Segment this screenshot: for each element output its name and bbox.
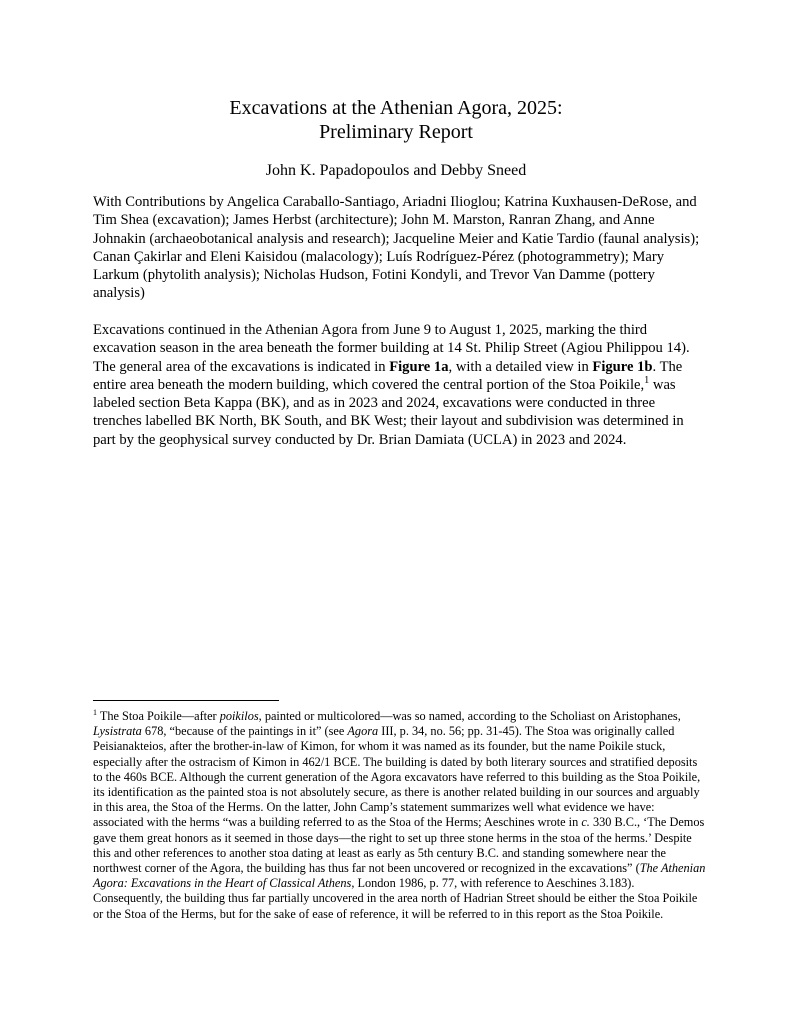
footnote-number: 1	[93, 707, 97, 717]
footnote-reference: 1	[644, 375, 650, 387]
footnote-text-2: , painted or multicolored—was so named, according to the Scholiast on Aristophanes,	[258, 709, 681, 723]
footnote-1	[93, 709, 706, 922]
body-text-1: Excavations continued in the Athenian Agora from June 9 to August 1, 2025, marking the third excavation season in the area beneath the former building at 14 St. Philip Street (Agiou Philippou 14). The general area of the excavations is indicated in	[93, 322, 690, 375]
footnote-text-5: 330 B.C., ‘The Demos gave them great honors as it seemed in those days—the right to set up three stone herms in the stoa of the herms.’ Despite this and other references to another stoa dating at least as early as 5th century B.C. and standing somewhere near the northwest corner of the Agora, the building has thus far not been uncovered or recognized in the excavations” (	[93, 815, 705, 876]
body-text-3: . The entire area beneath the modern building, which covered the central portion of the Stoa Poikile,	[93, 358, 683, 393]
footnote-text-6: , London 1986, p. 77, with reference to Aeschines 3.183). Consequently, the building thus far partially uncovered in the area north of Hadrian Street should be either the Stoa Poikile or the Stoa of the Herms, but for the sake of ease of reference, it will be referred to in this report as the Stoa Poikile.	[93, 876, 698, 921]
footnote-text-3: 678, “because of the paintings in it” (see	[141, 724, 348, 739]
report-title	[0, 96, 792, 144]
footnote-italic-1: poikilos	[219, 709, 259, 723]
report-title-line-1: Excavations at the Athenian Agora, 2025:	[229, 97, 563, 119]
footnote-separator	[93, 700, 279, 701]
footnote-text-1: The Stoa Poikile—after	[97, 709, 220, 723]
body-text-4: was labeled section Beta Kappa (BK), and as in 2023 and 2024, excavations were conducted in three trenches labelled BK North, BK South, and BK West; their layout and subdivision was determined in part by the geophysical survey conducted by Dr. Brian Damiata (UCLA) in 2023 and 2024.	[93, 376, 684, 448]
report-title-line-2: Preliminary Report	[319, 121, 473, 143]
contributors-paragraph: With Contributions by Angelica Caraballo-Santiago, Ariadni Ilioglou; Katrina Kuxhausen-DeRose, and Tim Shea (excavation); James Herbst (architecture); John M. Marston, Ranran Zhang, and Anne Johnakin (archaeobotanical analysis and research); Jacqueline Meier and Katie Tardio (faunal analysis); Canan Çakirlar and Eleni Kaisidou (malacology); Luís Rodríguez-Pérez (photogrammetry); Mary Larkum (phytolith analysis); Nicholas Hudson, Fotini Kondyli, and Trevor Van Damme (pottery analysis)	[93, 194, 700, 302]
figure-1b-reference: Figure 1b	[592, 358, 653, 375]
authors: John K. Papadopoulos and Debby Sneed	[265, 162, 527, 179]
footnote-italic-2: Lysistrata	[93, 724, 142, 739]
footnote-italic-3: Agora	[347, 724, 379, 739]
body-text-2: , with a detailed view in	[448, 358, 593, 375]
footnote-text-4: III, p. 34, no. 56; pp. 31-45). The Stoa was originally called Peisianakteios, after the brother-in-law of Kimon, for whom it was named as its founder, but the name Poikile stuck, especially after the ostracism of Kimon in 462/1 BCE. The building is dated by both literary sources and stratified deposits to the 460s BCE. Although the current generation of the Agora excavators have referred to this building as the Stoa Poikile, its identification as the painted stoa is not absolutely secure, as there is another related building in our sources and arguably in this area, the Stoa of the Herms. On the latter, John Camp’s statement summarizes well what evidence we have: associated with the herms “was a building referred to as the Stoa of the Herms; Aeschines wrote in	[93, 724, 701, 830]
figure-1a-reference: Figure 1a	[389, 358, 449, 375]
footnote-italic-5: The Athenian Agora: Excavations in the Heart of Classical Athens	[93, 861, 706, 891]
footnote-italic-4: c.	[581, 815, 590, 830]
body-paragraph	[93, 321, 705, 449]
